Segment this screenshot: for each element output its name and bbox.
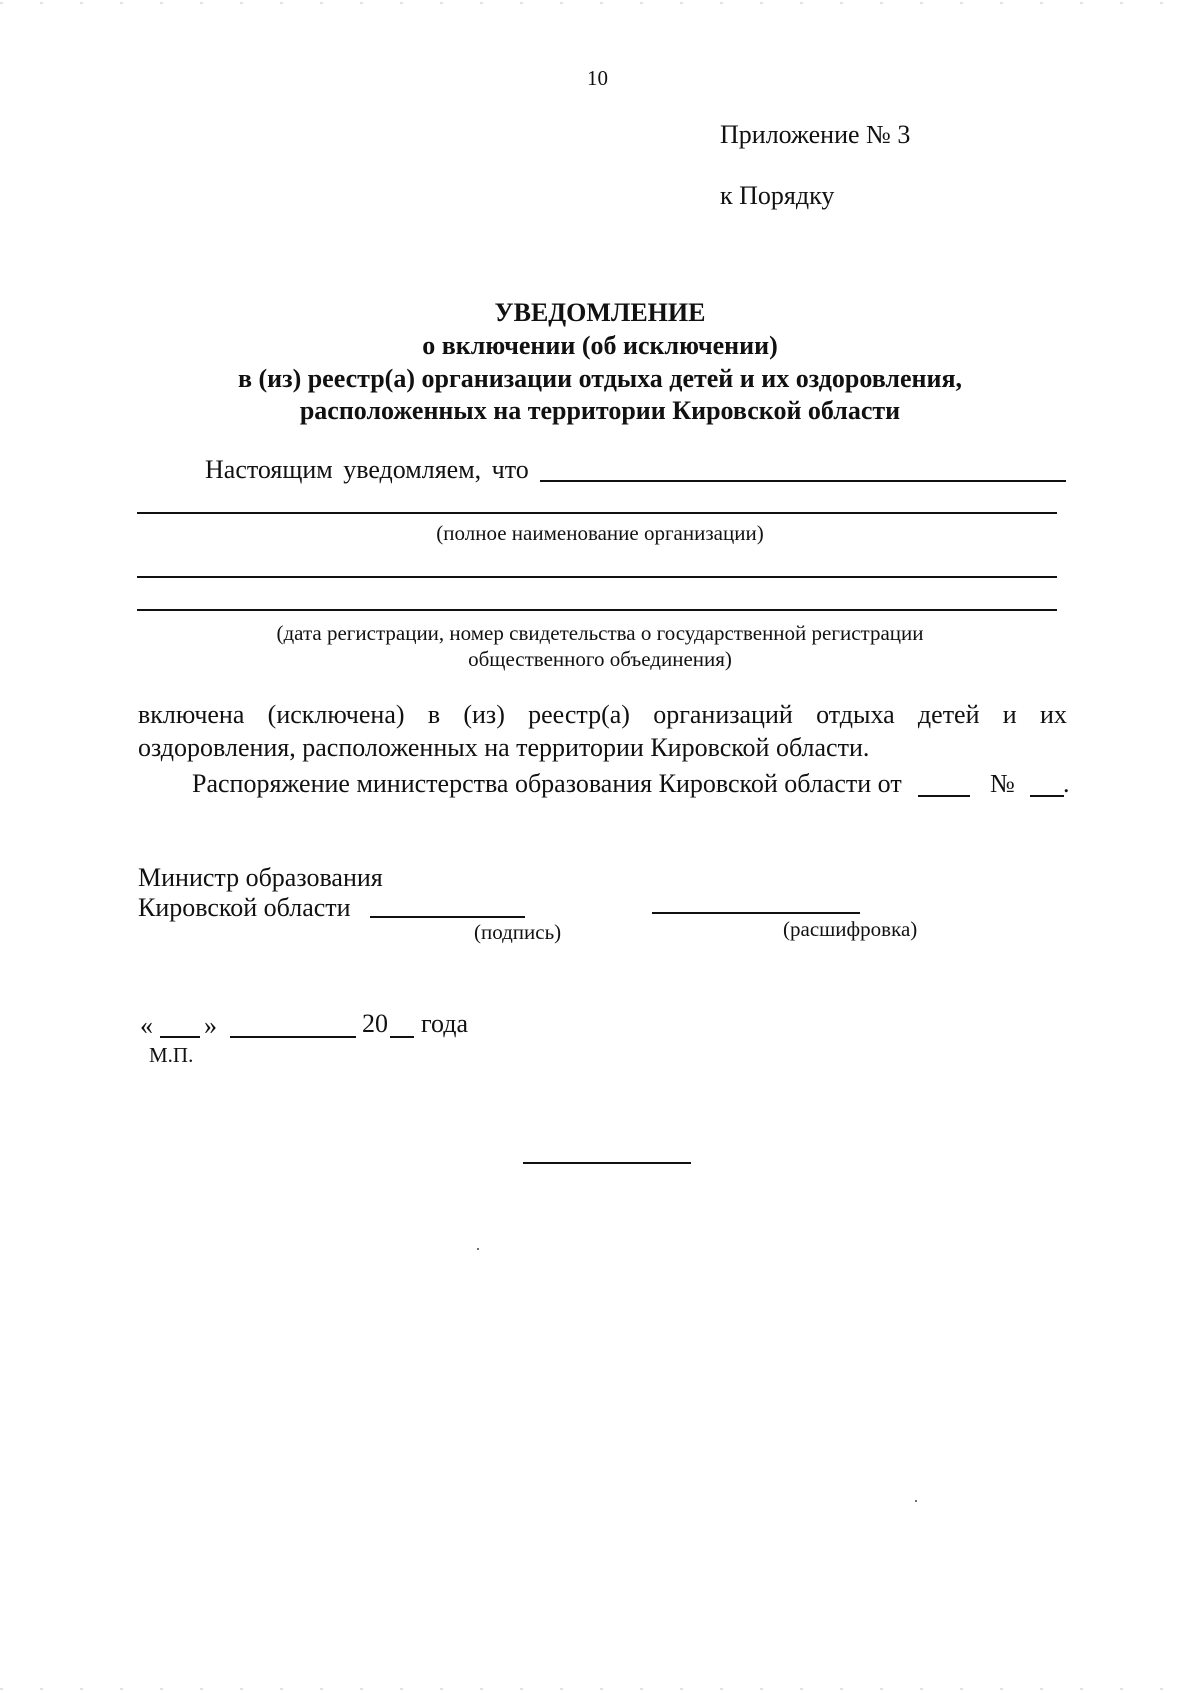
scan-speck [915, 1500, 917, 1502]
included-text-line-1 [138, 700, 1067, 730]
registration-field-line-1[interactable] [137, 576, 1057, 578]
date-year-suffix: года [421, 1009, 469, 1038]
appendix-reference: к Порядку [720, 181, 835, 210]
decoding-field[interactable] [652, 912, 860, 914]
order-number-sign: № [990, 769, 1015, 798]
document-subtitle-3: расположенных на территории Кировской области [299, 396, 901, 425]
document-subtitle-1: о включении (об исключении) [422, 331, 778, 360]
date-year-prefix: 20 [362, 1009, 388, 1038]
document-subtitle-2: в (из) реестр(а) организации отдыха детей и их оздоровления, [237, 364, 963, 393]
word: организаций [653, 700, 793, 729]
registration-caption-line-1: (дата регистрации, номер свидетельства о государственной регистрации [276, 621, 924, 645]
org-name-field-line-1[interactable] [540, 480, 1066, 482]
date-day-field[interactable] [160, 1036, 200, 1038]
signature-field[interactable] [370, 916, 525, 918]
signatory-title-2: Кировской области [138, 893, 351, 922]
date-year-field[interactable] [390, 1036, 414, 1038]
date-month-field[interactable] [230, 1036, 356, 1038]
word: (из) [463, 700, 505, 729]
scan-speck [477, 1248, 479, 1250]
word: в [427, 700, 441, 729]
signature-caption: (подпись) [474, 920, 562, 944]
signatory-title-1: Министр образования [138, 863, 383, 892]
org-name-caption: (полное наименование организации) [436, 521, 764, 545]
word: включена [138, 700, 245, 729]
stamp-place: М.П. [149, 1043, 194, 1067]
decoding-caption: (расшифровка) [783, 917, 918, 941]
appendix-label: Приложение № 3 [720, 120, 911, 149]
date-close-quote: » [204, 1011, 217, 1040]
order-date-field[interactable] [918, 795, 970, 797]
notify-prefix: Настоящим уведомляем, что [205, 455, 529, 484]
order-text: Распоряжение министерства образования Кировской области от [192, 769, 902, 798]
order-end-period: . [1063, 769, 1070, 798]
order-number-field[interactable] [1030, 795, 1064, 797]
word: и [1002, 700, 1017, 729]
document-title: УВЕДОМЛЕНИЕ [494, 298, 706, 327]
word: (исключена) [267, 700, 405, 729]
included-text-line-2: оздоровления, расположенных на территории Кировской области. [138, 733, 870, 762]
word: детей [917, 700, 980, 729]
end-divider [523, 1162, 691, 1164]
word: реестр(а) [528, 700, 630, 729]
word: отдыха [816, 700, 895, 729]
registration-field-line-2[interactable] [137, 609, 1057, 611]
page-number: 10 [587, 66, 608, 90]
date-open-quote: « [140, 1011, 153, 1040]
word: их [1039, 700, 1067, 729]
registration-caption-line-2: общественного объединения) [468, 647, 732, 671]
org-name-field-line-2[interactable] [137, 512, 1057, 514]
